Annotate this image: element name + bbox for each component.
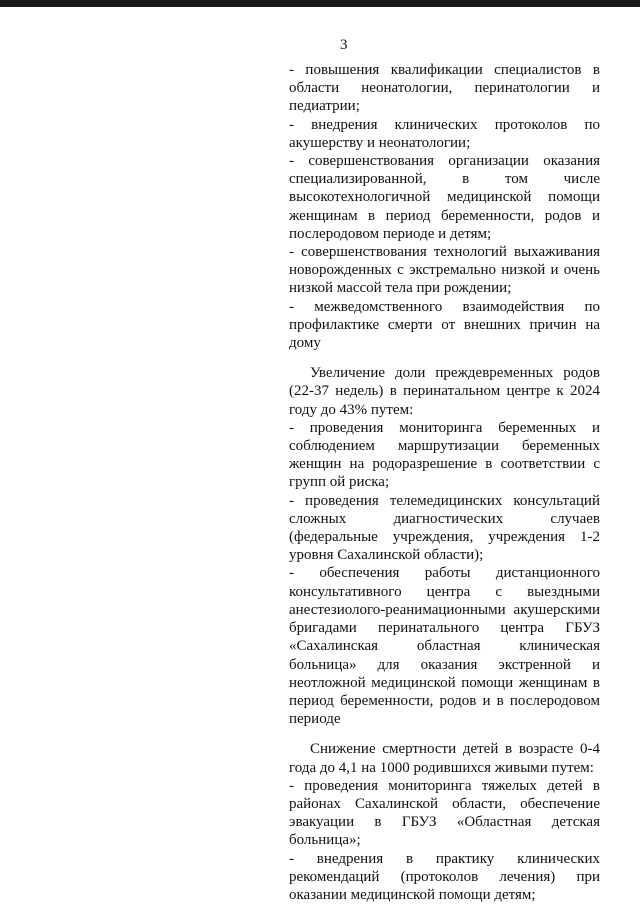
list-item: - проведения мониторинга тяжелых детей в районах Сахалинской области, обеспечение эвакуации в ГБУЗ «Областная детская больница»;	[289, 777, 600, 849]
scan-top-edge	[0, 0, 640, 7]
list-item: - внедрения в практику клинических рекомендаций (протоколов лечения) при оказании медицинской помощи детям;	[289, 850, 600, 903]
document-body	[289, 61, 600, 904]
section-heading: Снижение смертности детей в возрасте 0-4 года до 4,1 на 1000 родившихся живыми путем:	[289, 741, 600, 776]
paragraph-gap	[289, 352, 600, 364]
list-item: - совершенствования организации оказания специализированной, в том числе высокотехнологичной медицинской помощи женщинам в период беременности, родов и послеродовом периоде и детям;	[289, 153, 600, 242]
list-item: - внедрения клинических протоколов по акушерству и неонатологии;	[289, 116, 600, 151]
list-item: - обеспечения работы дистанционного консультативного центра с выездными анестезиолого-реанимационными акушерскими бригадами перинатального центра ГБУЗ «Сахалинская областная клиническая больница» для оказания экстренной и неотложной медицинской помощи женщинам в период беременности, родов и в послеродовом периоде	[289, 565, 600, 728]
page-number: 3	[340, 37, 348, 53]
section-heading: Увеличение доли преждевременных родов (22-37 недель) в перинатальном центре к 2024 году до 43% путем:	[289, 365, 600, 418]
list-item: - проведения мониторинга беременных и соблюдением маршрутизации беременных женщин на родоразрешение в соответствии с групп ой риска;	[289, 419, 600, 491]
list-item: - повышения квалификации специалистов в области неонатологии, перинатологии и педиатрии;	[289, 62, 600, 115]
list-item: - межведомственного взаимодействия по профилактике смерти от внешних причин на дому	[289, 298, 600, 352]
list-item: - совершенствования технологий выхаживания новорожденных с экстремально низкой и очень низкой массой тела при рождении;	[289, 244, 600, 297]
list-item: - проведения телемедицинских консультаций сложных диагностических случаев (федеральные учреждения, учреждения 1-2 уровня Сахалинской области);	[289, 492, 600, 564]
paragraph-gap	[289, 728, 600, 740]
